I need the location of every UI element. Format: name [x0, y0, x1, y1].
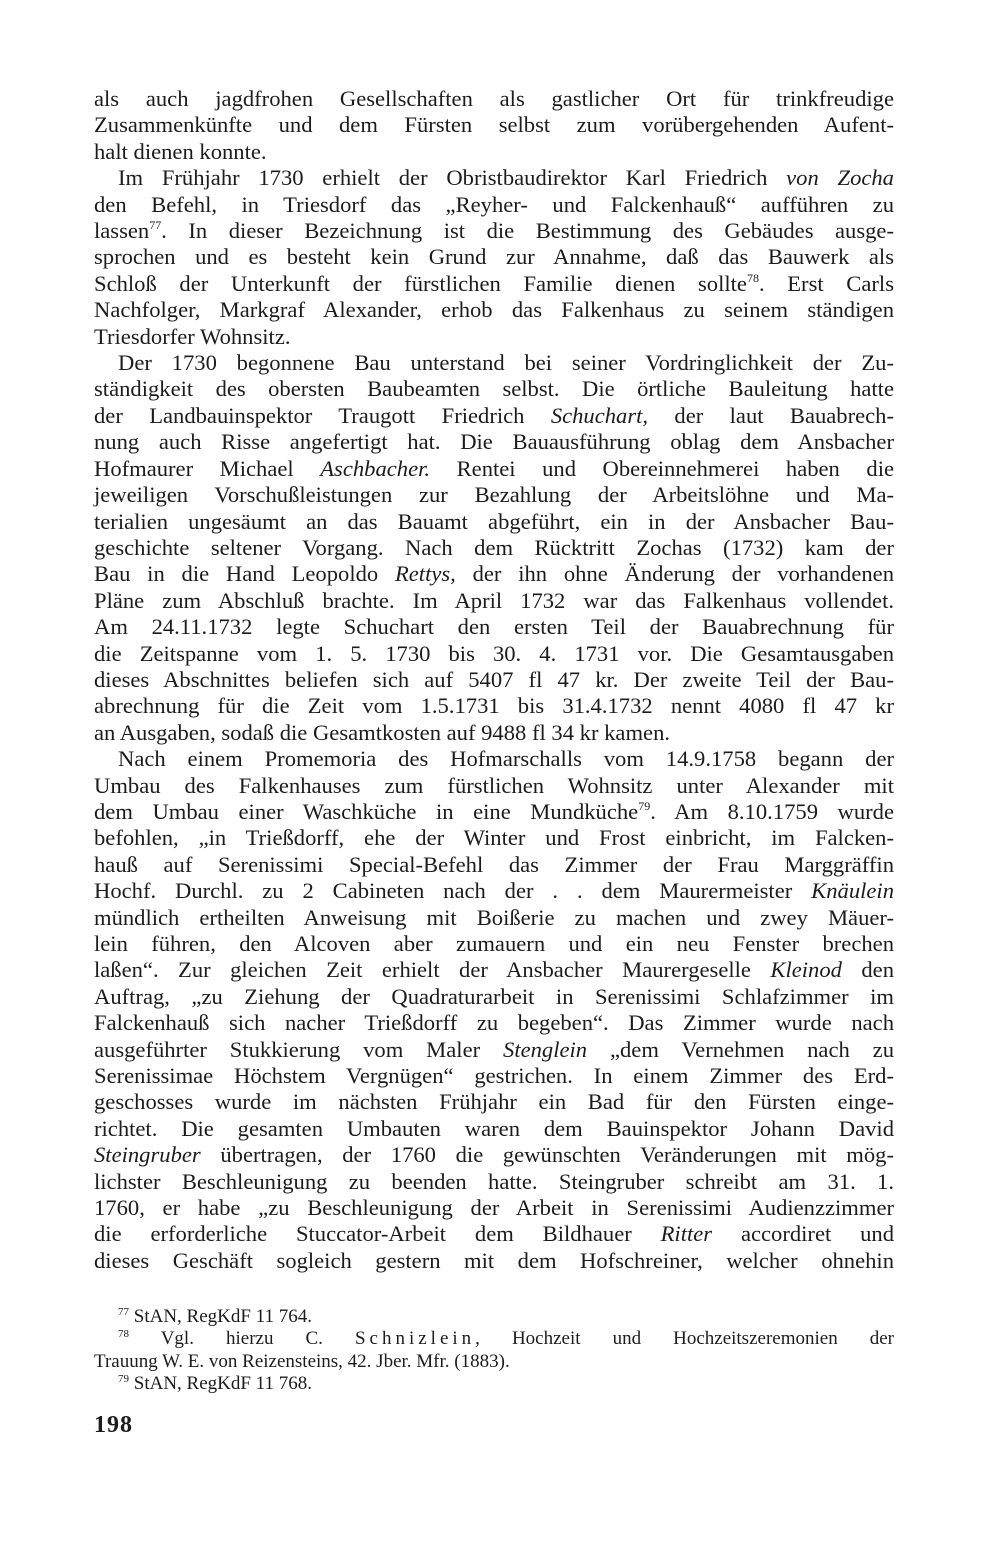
text-line: als auch jagdfrohen Gesellschaften als gastlicher Ort für trinkfreudige — [94, 86, 894, 111]
person-name: Schuchart, — [550, 402, 649, 428]
person-name: Aschbacher. — [320, 455, 431, 481]
text-line: Nach einem Promemoria des Hofmarschalls vom 14.9.1758 begann der — [118, 746, 894, 772]
text-line: Hochf. Durchl. zu 2 Cabineten nach der . . dem Maurermeister Knäulein — [94, 878, 894, 904]
text-line: Auftrag, „zu Ziehung der Quadraturarbeit in Serenissimi Schlafzimmer im — [94, 983, 894, 1009]
text-line: sprochen und es besteht kein Grund zur Annahme, daß das Bauwerk als — [94, 244, 894, 270]
footnote-79: $^{79}$ StAN, RegKdF 11 768. — [118, 1373, 312, 1395]
text-line: Hofmaurer Michael Aschbacher. Rentei und Obereinnehmerei haben die — [94, 455, 895, 481]
person-name: Knäulein — [811, 878, 894, 904]
text-line: Umbau des Falkenhauses zum fürstlichen Wohnsitz unter Alexander mit — [94, 772, 894, 798]
text-line: lein führen, den Alcoven aber zumauern und ein neu Fenster brechen — [94, 931, 894, 956]
text-line: die erforderliche Stuccator-Arbeit dem Bildhauer Ritter accordiret und — [94, 1221, 894, 1247]
text-line: laßen“. Zur gleichen Zeit erhielt der Ansbacher Maurergeselle Kleinod den — [94, 957, 894, 983]
text-line: hauß auf Serenissimi Special-Befehl das Zimmer der Frau Marggräffin — [94, 851, 894, 877]
text-line: lichster Beschleunigung zu beenden hatte. Steingruber schreibt am 31. 1. — [94, 1168, 894, 1194]
text-line: den Befehl, in Triesdorf das „Reyher- und Falckenhauß“ aufführen zu — [94, 191, 894, 217]
text-line: befohlen, „in Trießdorff, ehe der Winter und Frost einbricht, im Falcken- — [94, 825, 894, 851]
text-line: halt dienen konnte. — [94, 138, 267, 164]
footnote-ref-78[interactable]: 78 — [746, 270, 759, 285]
text-line: Steingruber übertragen, der 1760 die gewünschten Veränderungen mit mög- — [94, 1142, 894, 1168]
text-line: jeweiligen Vorschußleistungen zur Bezahlung der Arbeitslöhne und Ma- — [94, 482, 894, 508]
main-text — [94, 86, 894, 1274]
text-line: Pläne zum Abschluß brachte. Im April 1732 war das Falkenhaus vollendet. — [94, 587, 894, 613]
text-line: Der 1730 begonnene Bau unterstand bei seiner Vordringlichkeit der Zu- — [118, 350, 894, 376]
text-line: der Landbauinspektor Traugott Friedrich Schuchart, der laut Bauabrech- — [94, 402, 894, 428]
person-name: Rettys, — [394, 561, 456, 587]
footnote-78: $^{78}$ Vgl. hierzu C. Schnizlein, Hochzeit und Hochzeitszeremonien der — [118, 1328, 894, 1350]
person-name: Kleinod — [770, 957, 842, 983]
footnote-77: $^{77}$ StAN, RegKdF 11 764. — [118, 1306, 312, 1327]
text-line: geschosses wurde im nächsten Frühjahr ein Bad für den Fürsten einge- — [94, 1089, 894, 1115]
text-line: an Ausgaben, sodaß die Gesamtkosten auf 9488 fl 34 kr kamen. — [94, 719, 671, 745]
person-name: Ritter — [660, 1221, 713, 1247]
text-line: Serenissimae Höchstem Vergnügen“ gestrichen. In einem Zimmer des Erd- — [94, 1063, 894, 1089]
text-line: dieses Abschnittes beliefen sich auf 5407 fl 47 kr. Der zweite Teil der Bau- — [94, 666, 894, 692]
text-line: Falckenhauß sich nacher Trießdorff zu begeben“. Das Zimmer wurde nach — [94, 1010, 894, 1036]
text-line: Am 24.11.1732 legte Schuchart den ersten Teil der Bauabrechnung für — [94, 614, 894, 640]
person-name: Steingruber — [94, 1142, 201, 1168]
text-line: abrechnung für die Zeit vom 1.5.1731 bis 31.4.1732 nennt 4080 fl 47 kr — [94, 693, 894, 719]
person-name: von Zocha — [786, 165, 894, 191]
text-line: Triesdorfer Wohnsitz. — [94, 323, 291, 349]
text-line: terialien ungesäumt an das Bauamt abgeführt, ein in der Ansbacher Bau- — [94, 508, 894, 534]
footnotes — [94, 1306, 894, 1396]
text-line: lassen$^{77}$. In dieser Bezeichnung ist die Bestimmung des Gebäudes ausge- — [94, 218, 894, 244]
footnote-ref-79[interactable]: 79 — [638, 798, 651, 813]
text-line: Im Frühjahr 1730 erhielt der Obristbaudirektor Karl Friedrich von Zocha — [118, 165, 894, 191]
footnote-78-continuation: Trauung W. E. von Reizensteins, 42. Jber. Mfr. (1883). — [94, 1350, 510, 1372]
text-line: 1760, er habe „zu Beschleunigung der Arbeit in Serenissimi Audienzzimmer — [94, 1195, 894, 1221]
text-line: Schloß der Unterkunft der fürstlichen Familie dienen sollte$^{78}$. Erst Carls — [94, 270, 894, 296]
person-name: Stenglein — [503, 1036, 588, 1062]
text-line: Bau in die Hand Leopoldo Rettys, der ihn ohne Änderung der vorhandenen — [94, 561, 894, 587]
text-line: Nachfolger, Markgraf Alexander, erhob das Falkenhaus zu seinem ständigen — [94, 297, 894, 323]
text-line: ständigkeit des obersten Baubeamten selbst. Die örtliche Bauleitung hatte — [94, 376, 894, 402]
text-line: ausgeführter Stukkierung vom Maler Stenglein „dem Vernehmen nach zu — [94, 1036, 894, 1062]
text-line: dem Umbau einer Waschküche in eine Mundküche$^{79}$. Am 8.10.1759 wurde — [94, 798, 895, 824]
text-line: geschichte seltener Vorgang. Nach dem Rücktritt Zochas (1732) kam der — [94, 534, 894, 560]
text-line: Zusammenkünfte und dem Fürsten selbst zum vorübergehenden Aufent- — [94, 112, 894, 138]
text-line: die Zeitspanne vom 1. 5. 1730 bis 30. 4. 1731 vor. Die Gesamtausgaben — [94, 640, 894, 666]
text-line: nung auch Risse angefertigt hat. Die Bauausführung oblag dem Ansbacher — [94, 429, 894, 455]
text-line: dieses Geschäft sogleich gestern mit dem Hofschreiner, welcher ohnehin — [94, 1247, 894, 1273]
text-line: mündlich ertheilten Anweisung mit Boißerie zu machen und zwey Mäuer- — [94, 904, 894, 930]
text-line: richtet. Die gesamten Umbauten waren dem Bauinspektor Johann David — [94, 1115, 894, 1141]
page-number: 198 — [94, 1412, 133, 1438]
footnote-ref-77[interactable]: 77 — [149, 218, 162, 233]
